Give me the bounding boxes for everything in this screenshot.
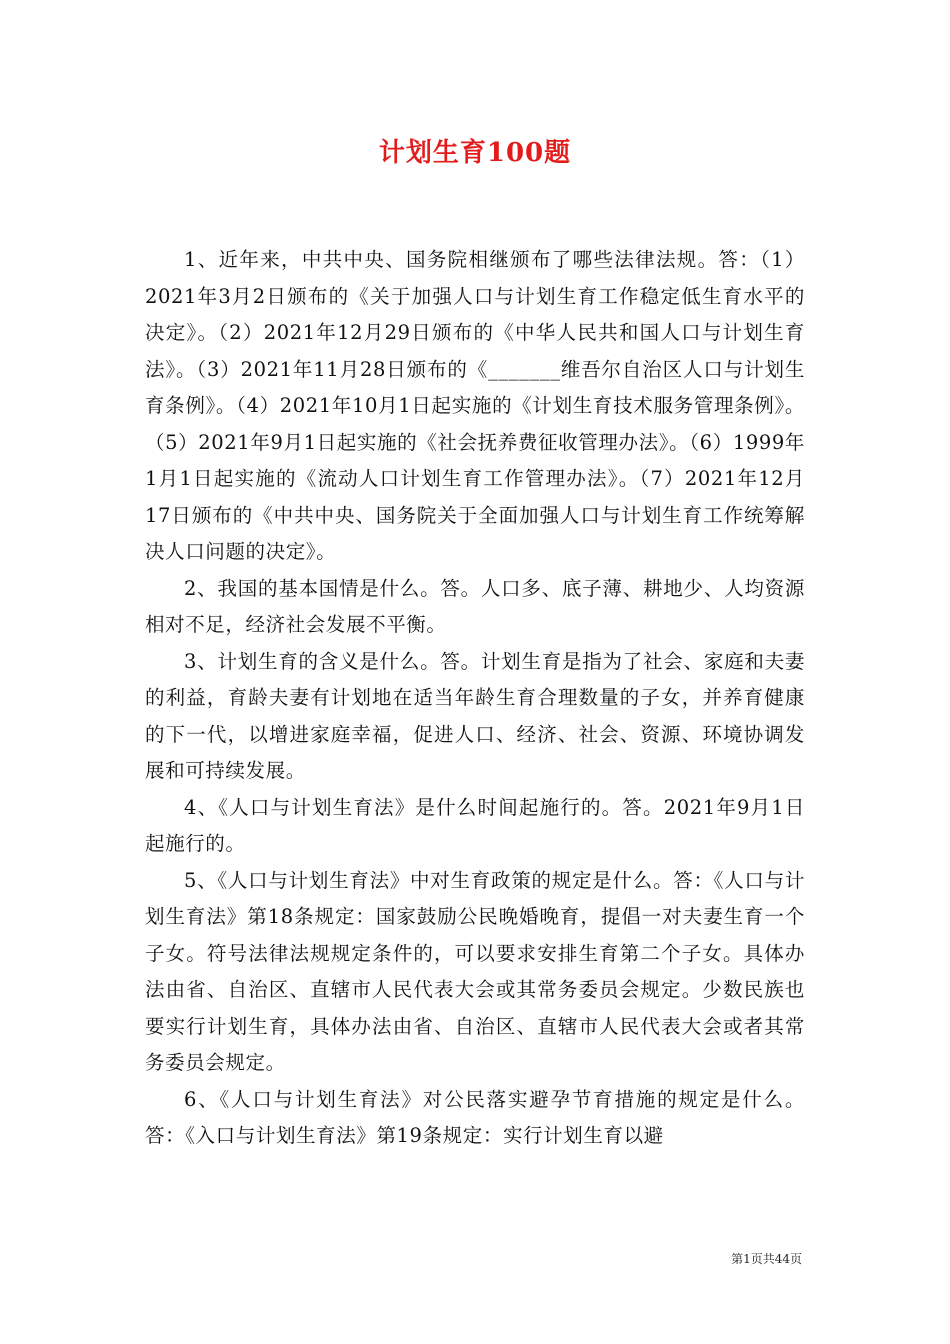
paragraph-q5: 5、《人口与计划生育法》中对生育政策的规定是什么。答：《人口与计划生育法》第18条规定：国家鼓励公民晚婚晚育，提倡一对夫妻生育一个子女。符号法律法规规定条件的，可以要求安排生育第二个子女。具体办法由省、自治区、直辖市人民代表大会或其常务委员会规定。少数民族也要实行计划生育，具体办法由省、自治区、直辖市人民代表大会或者其常务委员会规定。 (145, 868, 805, 1074)
document-body (145, 242, 805, 1155)
paragraph-q6: 6、《人口与计划生育法》对公民落实避孕节育措施的规定是什么。答：《入口与计划生育法》第19条规定：实行计划生育以避 (145, 1087, 805, 1147)
page-number-footer: 第1页共44页 (731, 1252, 802, 1266)
paragraph-q4: 4、《人口与计划生育法》是什么时间起施行的。答。2021年9月1日起施行的。 (145, 795, 805, 855)
paragraph-q1: 1、近年来，中共中央、国务院相继颁布了哪些法律法规。答：（1）2021年3月2日颁布的《关于加强人口与计划生育工作稳定低生育水平的决定》。（2）2021年12月29日颁布的《中华人民共和国人口与计划生育法》。（3）2021年11月28日颁布的《_______维吾尔自治区人口与计划生育条例》。（4）2021年10月1日起实施的《计划生育技术服务管理条例》。（5）2021年9月1日起实施的《社会抚养费征收管理办法》。（6）1999年1月1日起实施的《流动人口计划生育工作管理办法》。（7）2021年12月17日颁布的《中共中央、国务院关于全面加强人口与计划生育工作统筹解决人口问题的决定》。 (145, 248, 805, 563)
paragraph-q3: 3、计划生育的含义是什么。答。计划生育是指为了社会、家庭和夫妻的利益，育龄夫妻有计划地在适当年龄生育合理数量的子女，并养育健康的下一代，以增进家庭幸福，促进人口、经济、社会、资源、环境协调发展和可持续发展。 (145, 649, 805, 782)
document-title: 计划生育100题 (378, 138, 572, 168)
paragraph-q2: 2、我国的基本国情是什么。答。人口多、底子薄、耕地少、人均资源相对不足，经济社会发展不平衡。 (145, 576, 805, 636)
